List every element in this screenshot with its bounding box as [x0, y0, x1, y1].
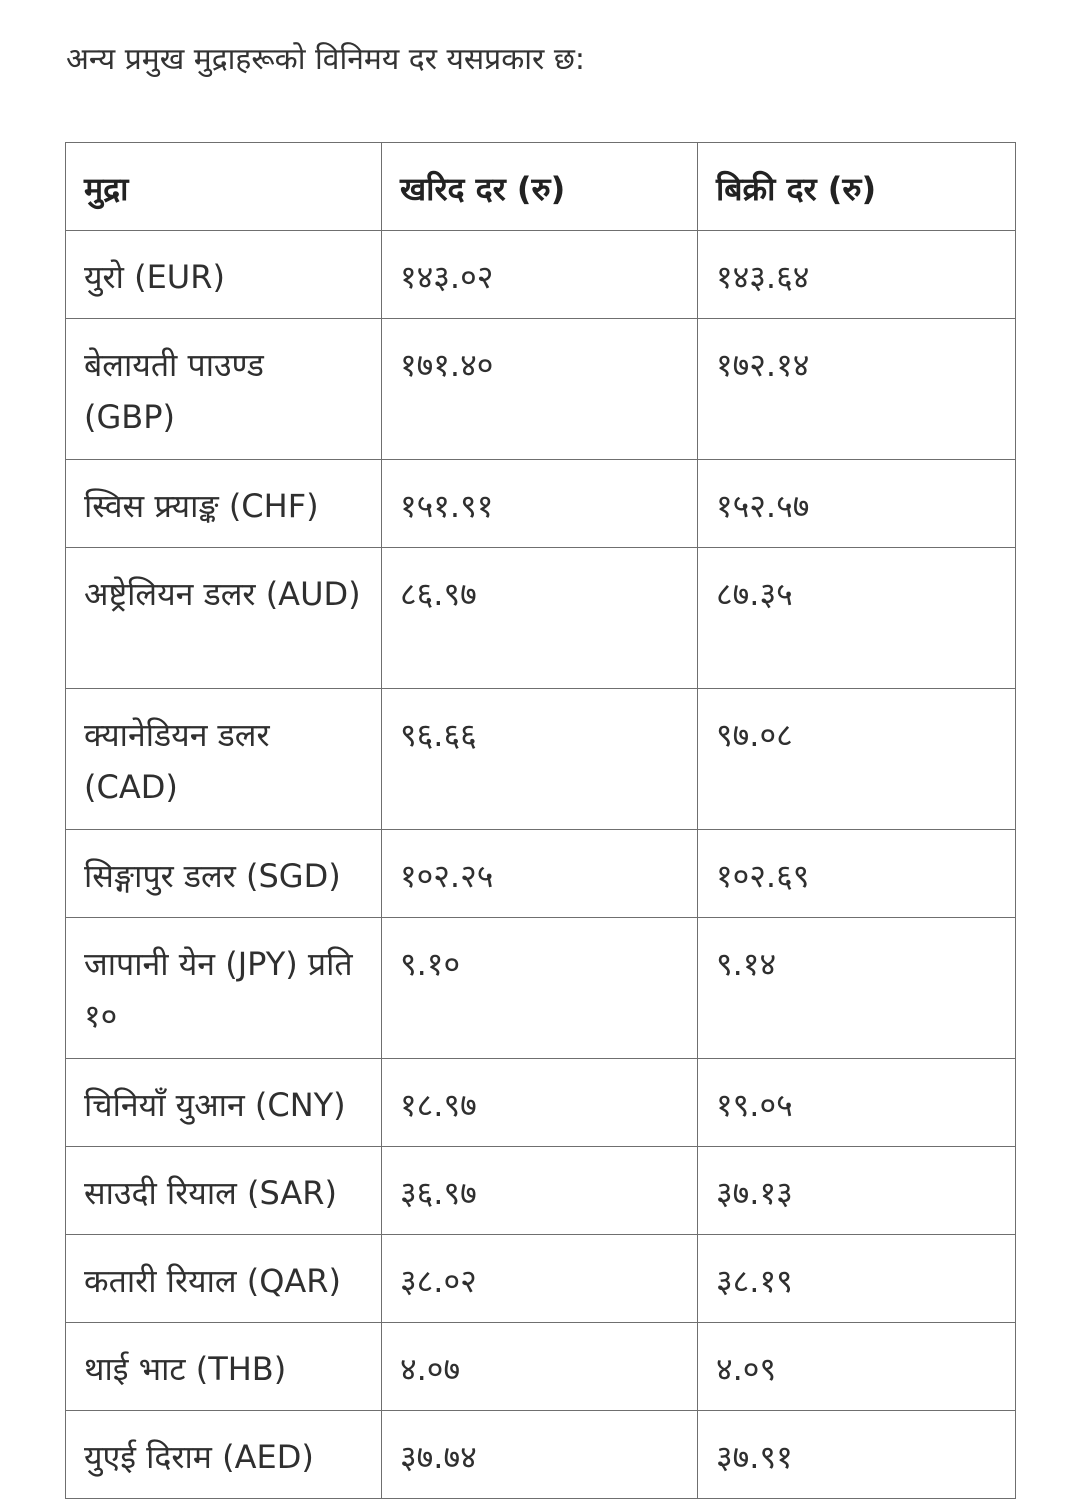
buy-rate-cell: ३७.७४ [382, 1411, 698, 1499]
sell-rate-cell: ९७.०८ [698, 689, 1016, 830]
sell-rate-cell: १०२.६९ [698, 830, 1016, 918]
sell-rate-cell: १४३.६४ [698, 231, 1016, 319]
table-row [66, 319, 1016, 460]
currency-cell: बेलायती पाउण्ड (GBP) [66, 319, 382, 460]
buy-rate-cell: ९६.६६ [382, 689, 698, 830]
buy-rate-cell: १५१.९१ [382, 460, 698, 548]
table-row [66, 548, 1016, 689]
table-row [66, 1059, 1016, 1147]
sell-rate-cell: १९.०५ [698, 1059, 1016, 1147]
sell-rate-cell: १५२.५७ [698, 460, 1016, 548]
sell-rate-cell: ९.१४ [698, 918, 1016, 1059]
currency-cell: अष्ट्रेलियन डलर (AUD) [66, 548, 382, 689]
table-row [66, 918, 1016, 1059]
buy-rate-cell: ८६.९७ [382, 548, 698, 689]
buy-rate-cell: १८.९७ [382, 1059, 698, 1147]
buy-rate-cell: १०२.२५ [382, 830, 698, 918]
currency-cell: सिङ्गापुर डलर (SGD) [66, 830, 382, 918]
header-currency: मुद्रा [66, 143, 382, 231]
table-row [66, 1235, 1016, 1323]
buy-rate-cell: ३६.९७ [382, 1147, 698, 1235]
currency-cell: चिनियाँ युआन (CNY) [66, 1059, 382, 1147]
header-buy-rate: खरिद दर (रु) [382, 143, 698, 231]
sell-rate-cell: ८७.३५ [698, 548, 1016, 689]
table-row [66, 830, 1016, 918]
table-row [66, 231, 1016, 319]
table-row [66, 1323, 1016, 1411]
table-row [66, 1411, 1016, 1499]
currency-cell: क्यानेडियन डलर (CAD) [66, 689, 382, 830]
currency-cell: साउदी रियाल (SAR) [66, 1147, 382, 1235]
sell-rate-cell: ३८.१९ [698, 1235, 1016, 1323]
currency-cell: जापानी येन (JPY) प्रति १० [66, 918, 382, 1059]
header-sell-rate: बिक्री दर (रु) [698, 143, 1016, 231]
currency-cell: थाई भाट (THB) [66, 1323, 382, 1411]
currency-cell: कतारी रियाल (QAR) [66, 1235, 382, 1323]
table-row [66, 460, 1016, 548]
buy-rate-cell: ४.०७ [382, 1323, 698, 1411]
table-header-row [66, 143, 1016, 231]
currency-cell: युरो (EUR) [66, 231, 382, 319]
sell-rate-cell: ३७.१३ [698, 1147, 1016, 1235]
buy-rate-cell: ९.१० [382, 918, 698, 1059]
exchange-rate-table [65, 142, 1016, 1499]
sell-rate-cell: १७२.१४ [698, 319, 1016, 460]
currency-cell: स्विस फ्र्याङ्क (CHF) [66, 460, 382, 548]
table-row [66, 689, 1016, 830]
buy-rate-cell: १४३.०२ [382, 231, 698, 319]
intro-text: अन्य प्रमुख मुद्राहरूको विनिमय दर यसप्रकार छ: [66, 42, 586, 77]
sell-rate-cell: ३७.९१ [698, 1411, 1016, 1499]
table-row [66, 1147, 1016, 1235]
sell-rate-cell: ४.०९ [698, 1323, 1016, 1411]
currency-cell: युएई दिराम (AED) [66, 1411, 382, 1499]
buy-rate-cell: ३८.०२ [382, 1235, 698, 1323]
buy-rate-cell: १७१.४० [382, 319, 698, 460]
